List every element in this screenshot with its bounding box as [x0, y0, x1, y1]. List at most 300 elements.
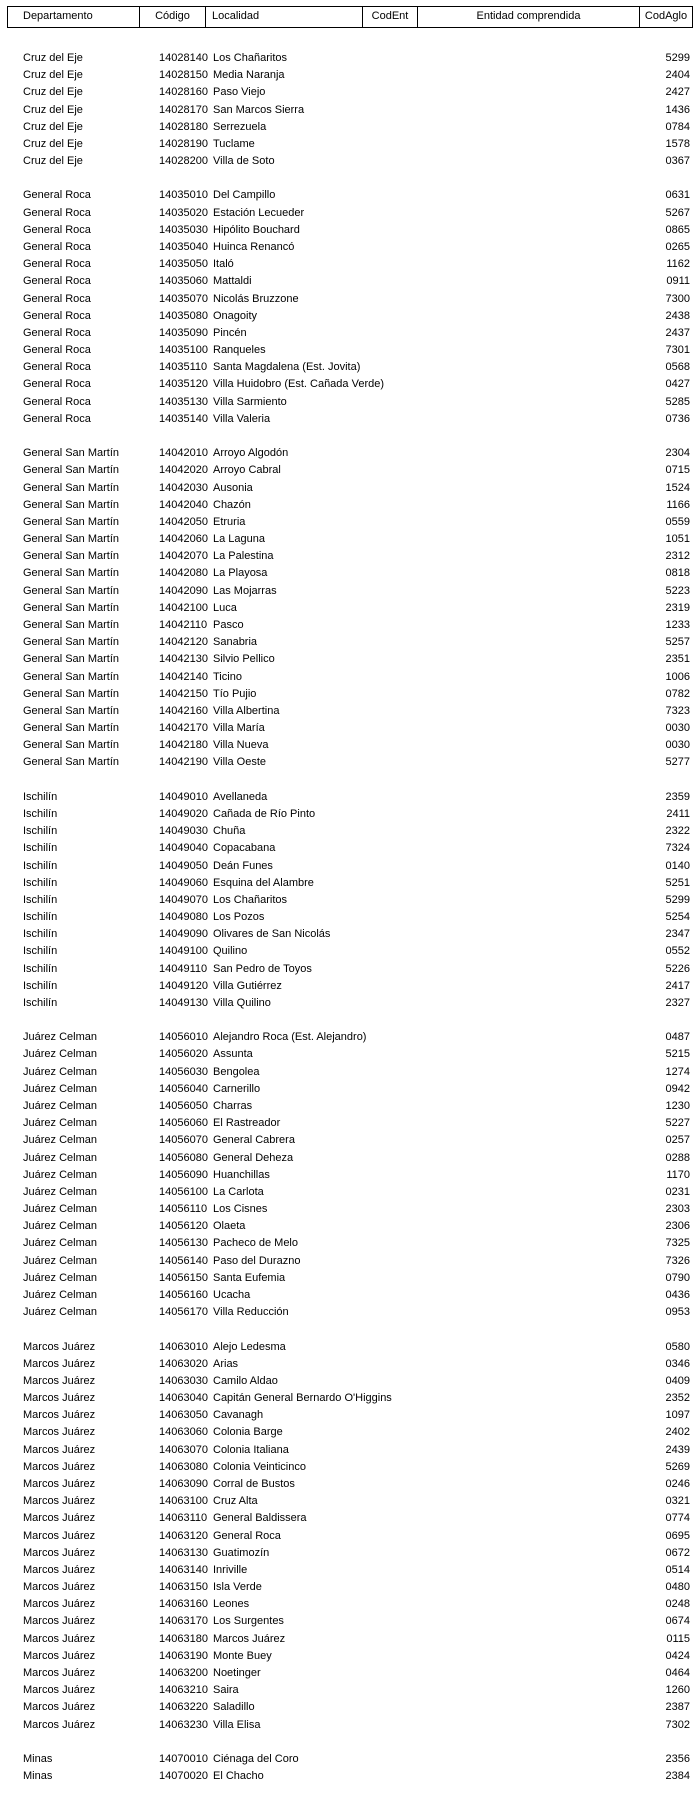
codaglo-cell: 0115: [666, 1632, 690, 1645]
codaglo-cell: 1230: [665, 1100, 690, 1112]
table-row: [0, 617, 699, 634]
localidad-cell: Ucacha: [213, 1289, 251, 1301]
codigo-cell: 14035130: [159, 395, 208, 408]
table-row: [0, 256, 699, 273]
localidad-cell: General Roca: [213, 1529, 281, 1542]
departamento-cell: General Roca: [23, 412, 91, 425]
table-row: [0, 376, 699, 393]
table-row: [0, 1098, 699, 1115]
departamento-cell: Juárez Celman: [23, 1237, 97, 1250]
codigo-cell: 14056080: [159, 1151, 208, 1164]
localidad-cell: Tío Pujio: [213, 687, 257, 700]
departamento-cell: General San Martín: [23, 447, 119, 460]
codigo-cell: 14056130: [159, 1237, 208, 1250]
departamento-cell: General San Martín: [23, 481, 119, 494]
departamento-cell: Cruz del Eje: [23, 120, 83, 133]
codaglo-cell: 2437: [665, 326, 690, 339]
table-row: [0, 995, 699, 1012]
table-row: [0, 102, 699, 119]
table-row: [0, 462, 699, 479]
localidad-cell: San Pedro de Toyos: [213, 962, 312, 975]
departamento-cell: General San Martín: [23, 567, 119, 580]
table-row: [0, 961, 699, 978]
codigo-cell: 14042060: [159, 533, 208, 545]
departamento-cell: Marcos Juárez: [23, 1495, 96, 1508]
codigo-cell: 14035050: [159, 258, 208, 271]
table-row: [0, 325, 699, 342]
codigo-cell: 14056050: [159, 1100, 208, 1112]
codigo-cell: 14049090: [159, 928, 208, 941]
departamento-cell: Marcos Juárez: [23, 1409, 96, 1422]
codaglo-cell: 0674: [665, 1615, 690, 1628]
table-row: [0, 222, 699, 239]
codaglo-cell: 0140: [665, 859, 690, 872]
codaglo-cell: 7302: [665, 1718, 690, 1731]
departamento-cell: Ischilín: [23, 962, 58, 975]
codigo-cell: 14035040: [159, 241, 208, 253]
departamento-cell: Marcos Juárez: [23, 1512, 96, 1525]
departamento-cell: Marcos Juárez: [23, 1581, 96, 1593]
codigo-cell: 14028180: [159, 120, 208, 133]
table-row: [0, 1115, 699, 1132]
localidad-cell: Santa Magdalena (Est. Jovita): [213, 361, 361, 374]
departamento-cell: General San Martín: [23, 601, 119, 614]
codaglo-cell: 0257: [665, 1134, 690, 1147]
codigo-cell: 14049060: [159, 876, 208, 889]
codaglo-cell: 1097: [665, 1409, 690, 1422]
departamento-cell: Ischilín: [23, 859, 58, 872]
codigo-cell: 14035020: [159, 206, 208, 219]
codaglo-cell: 2327: [665, 996, 690, 1009]
departamento-cell: General San Martín: [23, 653, 119, 666]
codigo-cell: 14049010: [159, 790, 208, 803]
departamento-cell: Juárez Celman: [23, 1031, 97, 1044]
codaglo-cell: 0580: [665, 1340, 690, 1353]
codigo-cell: 14063170: [159, 1615, 208, 1628]
codaglo-cell: 2438: [665, 309, 690, 322]
localidad-cell: San Marcos Sierra: [213, 103, 305, 116]
localidad-cell: Cañada de Río Pinto: [213, 807, 316, 820]
codigo-cell: 14035100: [159, 344, 208, 357]
table-row: [0, 720, 699, 737]
table-row: [0, 1270, 699, 1287]
codigo-cell: 14063100: [159, 1495, 208, 1508]
codigo-cell: 14042020: [159, 464, 208, 477]
table-row: [0, 1081, 699, 1098]
codigo-cell: 14063020: [159, 1357, 208, 1370]
codigo-cell: 14056110: [159, 1203, 208, 1216]
codaglo-cell: 2306: [665, 1220, 690, 1233]
localidad-cell: Arias: [213, 1357, 239, 1370]
codigo-cell: 14056090: [159, 1168, 208, 1181]
table-row: [0, 565, 699, 582]
codaglo-cell: 1274: [665, 1065, 690, 1078]
codaglo-cell: 2402: [665, 1426, 690, 1439]
codaglo-cell: 0367: [665, 155, 690, 168]
departamento-cell: Ischilín: [23, 876, 58, 889]
departamento-cell: General Roca: [23, 189, 91, 202]
codigo-cell: 14042040: [159, 498, 208, 511]
codaglo-cell: 0695: [665, 1529, 690, 1542]
localidad-cell: Bengolea: [213, 1065, 260, 1078]
codaglo-cell: 2352: [665, 1392, 690, 1404]
codigo-cell: 14042160: [159, 704, 208, 717]
departamento-cell: Marcos Juárez: [23, 1666, 96, 1679]
codigo-cell: 14042110: [159, 618, 208, 631]
localidad-cell: Camilo Aldao: [213, 1374, 278, 1387]
codaglo-cell: 0288: [665, 1151, 690, 1164]
codaglo-cell: 2359: [665, 790, 690, 803]
departamento-cell: Juárez Celman: [23, 1254, 97, 1267]
table-row: [0, 858, 699, 875]
localidad-cell: Capitán General Bernardo O'Higgins: [213, 1392, 392, 1404]
table-row: [0, 1029, 699, 1046]
codaglo-cell: 0568: [665, 361, 690, 374]
codigo-cell: 14070010: [159, 1752, 208, 1765]
departamento-cell: Juárez Celman: [23, 1289, 97, 1301]
departamento-cell: General San Martín: [23, 533, 119, 545]
codigo-cell: 14063160: [159, 1598, 208, 1611]
table-row: [0, 1201, 699, 1218]
table-row: [0, 136, 699, 153]
codaglo-cell: 0427: [665, 378, 690, 391]
table-row: [0, 1699, 699, 1716]
codaglo-cell: 0436: [665, 1289, 690, 1301]
departamento-cell: General San Martín: [23, 584, 119, 597]
codaglo-cell: 2387: [665, 1701, 690, 1714]
table-row: [0, 273, 699, 290]
codigo-cell: 14042090: [159, 584, 208, 597]
localidad-cell: Santa Eufemia: [213, 1271, 286, 1284]
localidad-cell: Las Mojarras: [213, 584, 277, 597]
table-row: [0, 1442, 699, 1459]
codigo-cell: 14056170: [159, 1306, 208, 1319]
codigo-cell: 14070020: [159, 1770, 208, 1782]
localidad-cell: Ausonia: [213, 481, 253, 494]
departamento-cell: Marcos Juárez: [23, 1529, 96, 1542]
departamento-cell: Juárez Celman: [23, 1100, 97, 1112]
table-row: [0, 840, 699, 857]
departamento-cell: General San Martín: [23, 550, 119, 563]
localidad-cell: Assunta: [213, 1048, 253, 1061]
codaglo-cell: 2303: [665, 1203, 690, 1216]
codaglo-cell: 0248: [665, 1598, 690, 1611]
codigo-cell: 14042190: [159, 756, 208, 769]
table-row: [0, 875, 699, 892]
codaglo-cell: 0424: [665, 1649, 690, 1662]
codigo-cell: 14056010: [159, 1031, 208, 1044]
localidad-cell: Carnerillo: [213, 1082, 261, 1095]
codaglo-cell: 0514: [665, 1563, 690, 1576]
codigo-cell: 14056030: [159, 1065, 208, 1078]
codigo-cell: 14063030: [159, 1374, 208, 1387]
localidad-cell: Huinca Renancó: [213, 241, 295, 253]
table-row: [0, 703, 699, 720]
codigo-cell: 14049030: [159, 825, 208, 838]
departamento-cell: Cruz del Eje: [23, 69, 83, 82]
localidad-cell: El Rastreador: [213, 1117, 281, 1130]
header-localidad: Localidad: [206, 7, 363, 27]
table-row: [0, 291, 699, 308]
localidad-cell: Hipólito Bouchard: [213, 223, 300, 236]
localidad-cell: Pincén: [213, 326, 247, 339]
codigo-cell: 14028190: [159, 137, 208, 150]
table-row: [0, 1596, 699, 1613]
departamento-cell: Ischilín: [23, 996, 58, 1009]
codigo-cell: 14049100: [159, 945, 208, 958]
table-row: [0, 1356, 699, 1373]
codaglo-cell: 5277: [665, 756, 690, 769]
departamento-cell: Marcos Juárez: [23, 1546, 96, 1559]
departamento-cell: General San Martín: [23, 636, 119, 649]
localidad-cell: Los Surgentes: [213, 1615, 284, 1628]
codaglo-cell: 0782: [665, 687, 690, 700]
localidad-cell: Guatimozín: [213, 1546, 270, 1559]
codaglo-cell: 2384: [665, 1770, 690, 1782]
table-row: [0, 187, 699, 204]
codigo-cell: 14063150: [159, 1581, 208, 1593]
table-row: [0, 1132, 699, 1149]
localidad-cell: Deán Funes: [213, 859, 273, 872]
codaglo-cell: 0487: [665, 1031, 690, 1044]
table-row: [0, 1046, 699, 1063]
codaglo-cell: 2356: [665, 1752, 690, 1765]
codigo-cell: 14063070: [159, 1443, 208, 1456]
codigo-cell: 14056160: [159, 1289, 208, 1301]
localidad-cell: Charras: [213, 1100, 253, 1112]
departamento-cell: Marcos Juárez: [23, 1632, 96, 1645]
codaglo-cell: 0409: [665, 1374, 690, 1387]
table-row: [0, 1407, 699, 1424]
codigo-cell: 14056120: [159, 1220, 208, 1233]
codaglo-cell: 5254: [665, 911, 690, 923]
departamento-cell: General Roca: [23, 258, 91, 271]
codigo-cell: 14063120: [159, 1529, 208, 1542]
codigo-cell: 14056150: [159, 1271, 208, 1284]
localidad-cell: Cruz Alta: [213, 1495, 258, 1508]
codigo-cell: 14063090: [159, 1477, 208, 1490]
departamento-cell: General Roca: [23, 309, 91, 322]
table-row: [0, 119, 699, 136]
codigo-cell: 14035010: [159, 189, 208, 202]
table-row: [0, 1717, 699, 1734]
codaglo-cell: 0736: [665, 412, 690, 425]
codaglo-cell: 0321: [665, 1495, 690, 1508]
localidad-cell: Chazón: [213, 498, 251, 511]
codigo-cell: 14028160: [159, 86, 208, 99]
codaglo-cell: 5223: [665, 584, 690, 597]
table-row: [0, 1339, 699, 1356]
departamento-cell: Marcos Juárez: [23, 1477, 96, 1490]
departamento-cell: Juárez Celman: [23, 1185, 97, 1198]
localidad-cell: Colonia Italiana: [213, 1443, 289, 1456]
codigo-cell: 14049020: [159, 807, 208, 820]
departamento-cell: General San Martín: [23, 618, 119, 631]
departamento-cell: General San Martín: [23, 498, 119, 511]
localidad-cell: Olivares de San Nicolás: [213, 928, 331, 941]
table-row: [0, 239, 699, 256]
codaglo-cell: 1170: [666, 1168, 690, 1181]
departamento-cell: Marcos Juárez: [23, 1357, 96, 1370]
codaglo-cell: 2312: [665, 550, 690, 563]
localidad-cell: Villa Nueva: [213, 739, 269, 752]
departamento-cell: Juárez Celman: [23, 1048, 97, 1061]
table-row: [0, 394, 699, 411]
localidad-cell: Italó: [213, 258, 234, 271]
localidad-cell: Pacheco de Melo: [213, 1237, 298, 1250]
localidad-cell: Ticino: [213, 670, 242, 683]
codaglo-cell: 5227: [665, 1117, 690, 1130]
table-row: [0, 634, 699, 651]
codaglo-cell: 2411: [666, 807, 690, 820]
codigo-cell: 14063140: [159, 1563, 208, 1576]
table-row: [0, 1631, 699, 1648]
codigo-cell: 14063050: [159, 1409, 208, 1422]
localidad-cell: Chuña: [213, 825, 246, 838]
header-codaglo: CodAglo: [644, 10, 688, 22]
codaglo-cell: 1166: [666, 498, 690, 511]
table-row: [0, 1150, 699, 1167]
codaglo-cell: 0865: [665, 223, 690, 236]
codigo-cell: 14049050: [159, 859, 208, 872]
codigo-cell: 14063080: [159, 1460, 208, 1473]
codigo-cell: 14035090: [159, 326, 208, 339]
table-row: [0, 1235, 699, 1252]
departamento-cell: Marcos Juárez: [23, 1392, 96, 1404]
localidad-cell: Huanchillas: [213, 1168, 270, 1181]
localidad-cell: Villa Elisa: [213, 1718, 261, 1731]
codaglo-cell: 0231: [665, 1185, 690, 1198]
codaglo-cell: 0774: [665, 1512, 690, 1525]
codaglo-cell: 2417: [665, 979, 690, 992]
codaglo-cell: 7301: [665, 344, 690, 357]
codaglo-cell: 0790: [665, 1271, 690, 1284]
codaglo-cell: 0265: [665, 241, 690, 253]
departamento-cell: Cruz del Eje: [23, 137, 83, 150]
departamento-cell: Ischilín: [23, 911, 58, 923]
localidad-cell: Avellaneda: [213, 790, 268, 803]
table-row: [0, 686, 699, 703]
localidad-cell: Onagoity: [213, 309, 258, 322]
localidad-cell: Pasco: [213, 618, 244, 631]
codaglo-cell: 0631: [665, 189, 690, 202]
table-row: [0, 926, 699, 943]
departamento-cell: Ischilín: [23, 790, 58, 803]
codigo-cell: 14063010: [159, 1340, 208, 1353]
codigo-cell: 14035110: [159, 361, 208, 374]
codigo-cell: 14063210: [159, 1684, 208, 1697]
codaglo-cell: 2322: [665, 825, 690, 838]
departamento-cell: Marcos Juárez: [23, 1718, 96, 1731]
codaglo-cell: 0784: [665, 120, 690, 133]
departamento-cell: Marcos Juárez: [23, 1615, 96, 1628]
table-row: [0, 823, 699, 840]
codigo-cell: 14035080: [159, 309, 208, 322]
table-row: [0, 909, 699, 926]
codigo-cell: 14042080: [159, 567, 208, 580]
codigo-cell: 14063190: [159, 1649, 208, 1662]
codaglo-cell: 1233: [665, 618, 690, 631]
table-row: [0, 308, 699, 325]
table-row: [0, 583, 699, 600]
codaglo-cell: 2439: [665, 1443, 690, 1456]
localidad-cell: Villa Sarmiento: [213, 395, 287, 408]
codigo-cell: 14042010: [159, 447, 208, 460]
codigo-cell: 14028170: [159, 103, 208, 116]
table-row: [0, 67, 699, 84]
table-row: [0, 789, 699, 806]
codigo-cell: 14028140: [159, 52, 208, 64]
codigo-cell: 14035070: [159, 292, 208, 305]
localidad-cell: Luca: [213, 601, 237, 614]
table-row: [0, 1682, 699, 1699]
localidad-cell: Colonia Barge: [213, 1426, 283, 1439]
departamento-cell: Juárez Celman: [23, 1082, 97, 1095]
departamento-cell: General Roca: [23, 275, 91, 288]
table-row: [0, 1510, 699, 1527]
codigo-cell: 14042170: [159, 722, 208, 734]
codigo-cell: 14063040: [159, 1392, 208, 1404]
table-row: [0, 651, 699, 668]
departamento-cell: Juárez Celman: [23, 1151, 97, 1164]
codigo-cell: 14056070: [159, 1134, 208, 1147]
localidad-cell: Saira: [213, 1684, 239, 1697]
codaglo-cell: 1260: [665, 1684, 690, 1697]
codigo-cell: 14056100: [159, 1185, 208, 1198]
table-row: [0, 1562, 699, 1579]
departamento-cell: Marcos Juárez: [23, 1563, 96, 1576]
departamento-cell: General San Martín: [23, 756, 119, 769]
localidad-cell: Ranqueles: [213, 344, 266, 357]
localidad-cell: Esquina del Alambre: [213, 876, 314, 889]
codaglo-cell: 0559: [665, 515, 690, 528]
localidad-cell: Noetinger: [213, 1666, 261, 1679]
localidad-cell: Silvio Pellico: [213, 653, 275, 666]
codigo-cell: 14063230: [159, 1718, 208, 1731]
localidad-cell: Alejo Ledesma: [213, 1340, 286, 1353]
departamento-cell: Marcos Juárez: [23, 1649, 96, 1662]
table-row: [0, 892, 699, 909]
localidad-cell: Sanabria: [213, 636, 258, 649]
localidad-cell: Alejandro Roca (Est. Alejandro): [213, 1031, 367, 1044]
localidad-cell: Villa Oeste: [213, 756, 266, 769]
departamento-cell: Ischilín: [23, 893, 58, 906]
table-row: [0, 1528, 699, 1545]
departamento-cell: Minas: [23, 1770, 53, 1782]
codigo-cell: 14042180: [159, 739, 208, 752]
codaglo-cell: 2404: [665, 69, 690, 82]
table-row: [0, 84, 699, 101]
table-row: [0, 806, 699, 823]
departamento-cell: Juárez Celman: [23, 1134, 97, 1147]
codaglo-cell: 5269: [665, 1460, 690, 1473]
table-row: [0, 978, 699, 995]
codigo-cell: 14056040: [159, 1082, 208, 1095]
codigo-cell: 14042070: [159, 550, 208, 563]
localidad-cell: La Laguna: [213, 533, 265, 545]
codigo-cell: 14063180: [159, 1632, 208, 1645]
table-row: [0, 1768, 699, 1785]
codaglo-cell: 5299: [665, 893, 690, 906]
localidad-cell: Inriville: [213, 1563, 248, 1576]
codaglo-cell: 7323: [665, 704, 690, 717]
localidad-cell: Leones: [213, 1598, 250, 1611]
localidad-cell: General Cabrera: [213, 1134, 295, 1147]
localidad-cell: Tuclame: [213, 137, 255, 150]
table-row: [0, 1545, 699, 1562]
table-row: [0, 1648, 699, 1665]
table-row: [0, 754, 699, 771]
